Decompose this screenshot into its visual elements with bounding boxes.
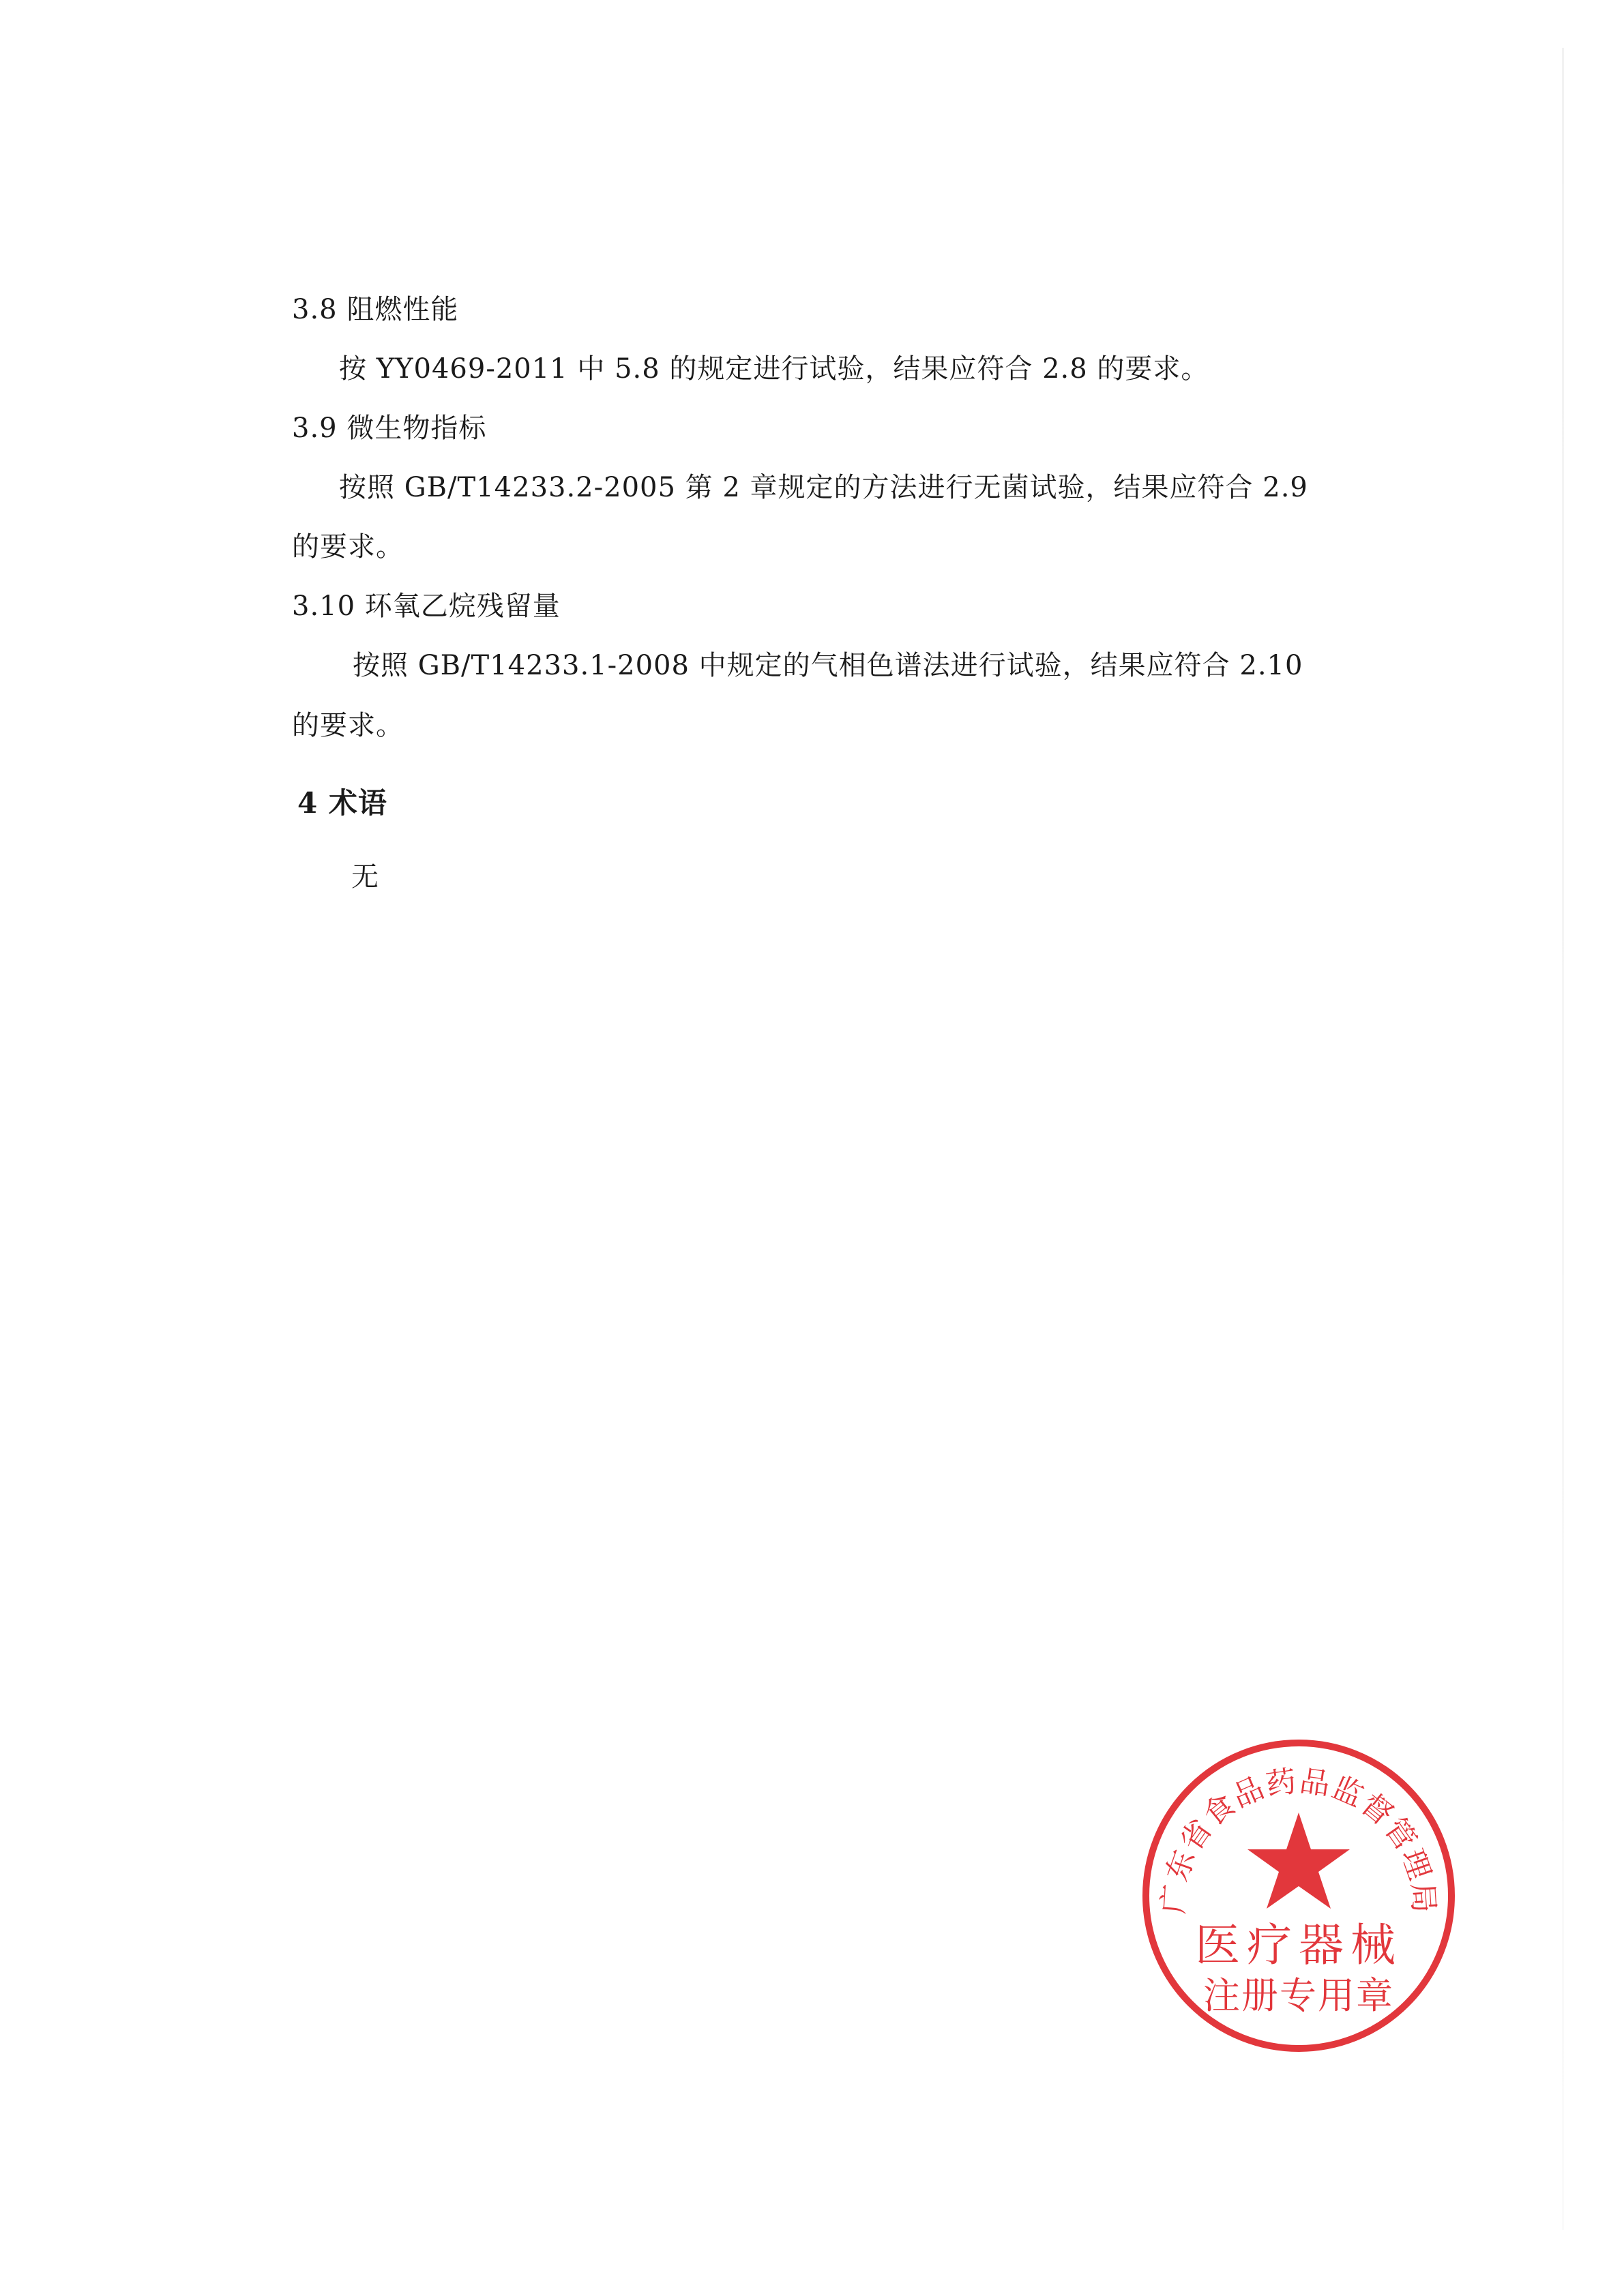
seal-line-1: 医疗器械 — [1195, 1919, 1402, 1971]
section-3-9-body-line-1: 按照 GB/T14233.2-2005 第 2 章规定的方法进行无菌试验，结果应符合 2.9 — [339, 472, 1308, 503]
section-3-10-body-line-1: 按照 GB/T14233.1-2008 中规定的气相色谱法进行试验，结果应符合 2.10 — [353, 650, 1303, 681]
section-3-8-title: 3.8 阻燃性能 — [292, 294, 459, 325]
seal-outer-text: 广东省食品药品监督管理局 — [1155, 1763, 1442, 1915]
section-3-10-title: 3.10 环氧乙烷残留量 — [292, 591, 561, 622]
seal-line-2: 注册专用章 — [1203, 1974, 1394, 2017]
scan-edge-shadow — [1562, 48, 1564, 2230]
official-seal-stamp — [1135, 1732, 1462, 2059]
section-3-9-body-line-2: 的要求。 — [292, 531, 404, 563]
star-icon — [1247, 1813, 1350, 1909]
section-3-10-body-line-2: 的要求。 — [292, 710, 404, 741]
section-3-8-body: 按 YY0469-2011 中 5.8 的规定进行试验，结果应符合 2.8 的要求。 — [339, 353, 1209, 385]
section-4-body: 无 — [351, 861, 379, 893]
section-3-9-title: 3.9 微生物指标 — [292, 413, 487, 444]
section-4-heading: 4 术语 — [297, 786, 387, 820]
